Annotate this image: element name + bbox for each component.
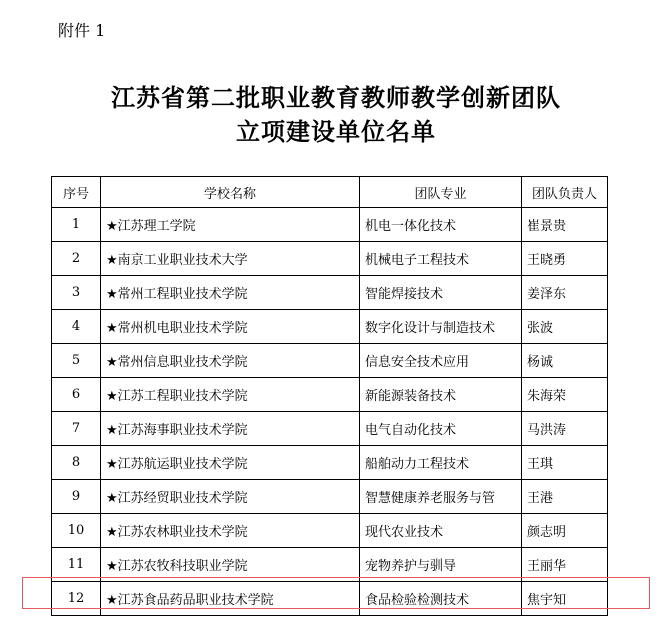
table-row (52, 276, 608, 310)
cell-major: 电气自动化技术 (360, 412, 522, 446)
table-header-row (52, 177, 608, 208)
document-title-line-1: 江苏省第二批职业教育教师教学创新团队 (111, 83, 561, 112)
cell-no: 11 (52, 548, 101, 582)
cell-leader: 朱海荣 (522, 378, 608, 412)
cell-no: 8 (52, 446, 101, 480)
table-row (52, 582, 608, 616)
table-row (52, 548, 608, 582)
cell-leader: 王丽华 (522, 548, 608, 582)
cell-leader: 马洪涛 (522, 412, 608, 446)
cell-major: 机电一体化技术 (360, 208, 522, 242)
cell-no: 9 (52, 480, 101, 514)
table-row (52, 208, 608, 242)
cell-leader: 姜泽东 (522, 276, 608, 310)
table-row (52, 378, 608, 412)
table-row (52, 446, 608, 480)
cell-no: 4 (52, 310, 101, 344)
cell-school: ★常州信息职业技术学院 (101, 344, 360, 378)
table-row (52, 480, 608, 514)
table-row (52, 412, 608, 446)
team-list-table (51, 176, 608, 616)
cell-no: 1 (52, 208, 101, 242)
cell-school: ★江苏海事职业技术学院 (101, 412, 360, 446)
cell-major: 智慧健康养老服务与管 (360, 480, 522, 514)
cell-leader: 王琪 (522, 446, 608, 480)
header-no: 序号 (52, 177, 101, 208)
cell-leader: 王港 (522, 480, 608, 514)
cell-no: 2 (52, 242, 101, 276)
cell-no: 12 (52, 582, 101, 616)
cell-leader: 张波 (522, 310, 608, 344)
document-title-line-2: 立项建设单位名单 (236, 117, 436, 146)
header-major: 团队专业 (360, 177, 522, 208)
cell-leader: 王晓勇 (522, 242, 608, 276)
table-row (52, 310, 608, 344)
cell-major: 新能源装备技术 (360, 378, 522, 412)
table-row (52, 514, 608, 548)
cell-school: ★江苏航运职业技术学院 (101, 446, 360, 480)
cell-leader: 颜志明 (522, 514, 608, 548)
cell-major: 宠物养护与驯导 (360, 548, 522, 582)
cell-major: 机械电子工程技术 (360, 242, 522, 276)
header-school: 学校名称 (101, 177, 360, 208)
cell-school: ★常州机电职业技术学院 (101, 310, 360, 344)
cell-school: ★常州工程职业技术学院 (101, 276, 360, 310)
cell-school: ★江苏农牧科技职业学院 (101, 548, 360, 582)
cell-leader: 杨诚 (522, 344, 608, 378)
header-leader: 团队负责人 (522, 177, 608, 208)
cell-school: ★江苏理工学院 (101, 208, 360, 242)
table-row (52, 344, 608, 378)
attachment-label: 附件 1 (58, 21, 106, 40)
cell-school: ★南京工业职业技术大学 (101, 242, 360, 276)
cell-leader: 焦宇知 (522, 582, 608, 616)
cell-no: 5 (52, 344, 101, 378)
cell-major: 智能焊接技术 (360, 276, 522, 310)
cell-no: 6 (52, 378, 101, 412)
cell-major: 信息安全技术应用 (360, 344, 522, 378)
cell-major: 食品检验检测技术 (360, 582, 522, 616)
cell-school: ★江苏食品药品职业技术学院 (101, 582, 360, 616)
cell-no: 3 (52, 276, 101, 310)
cell-school: ★江苏农林职业技术学院 (101, 514, 360, 548)
cell-school: ★江苏经贸职业技术学院 (101, 480, 360, 514)
cell-school: ★江苏工程职业技术学院 (101, 378, 360, 412)
cell-major: 现代农业技术 (360, 514, 522, 548)
cell-major: 数字化设计与制造技术 (360, 310, 522, 344)
cell-no: 10 (52, 514, 101, 548)
cell-no: 7 (52, 412, 101, 446)
cell-leader: 崔景贵 (522, 208, 608, 242)
cell-major: 船舶动力工程技术 (360, 446, 522, 480)
table-row (52, 242, 608, 276)
